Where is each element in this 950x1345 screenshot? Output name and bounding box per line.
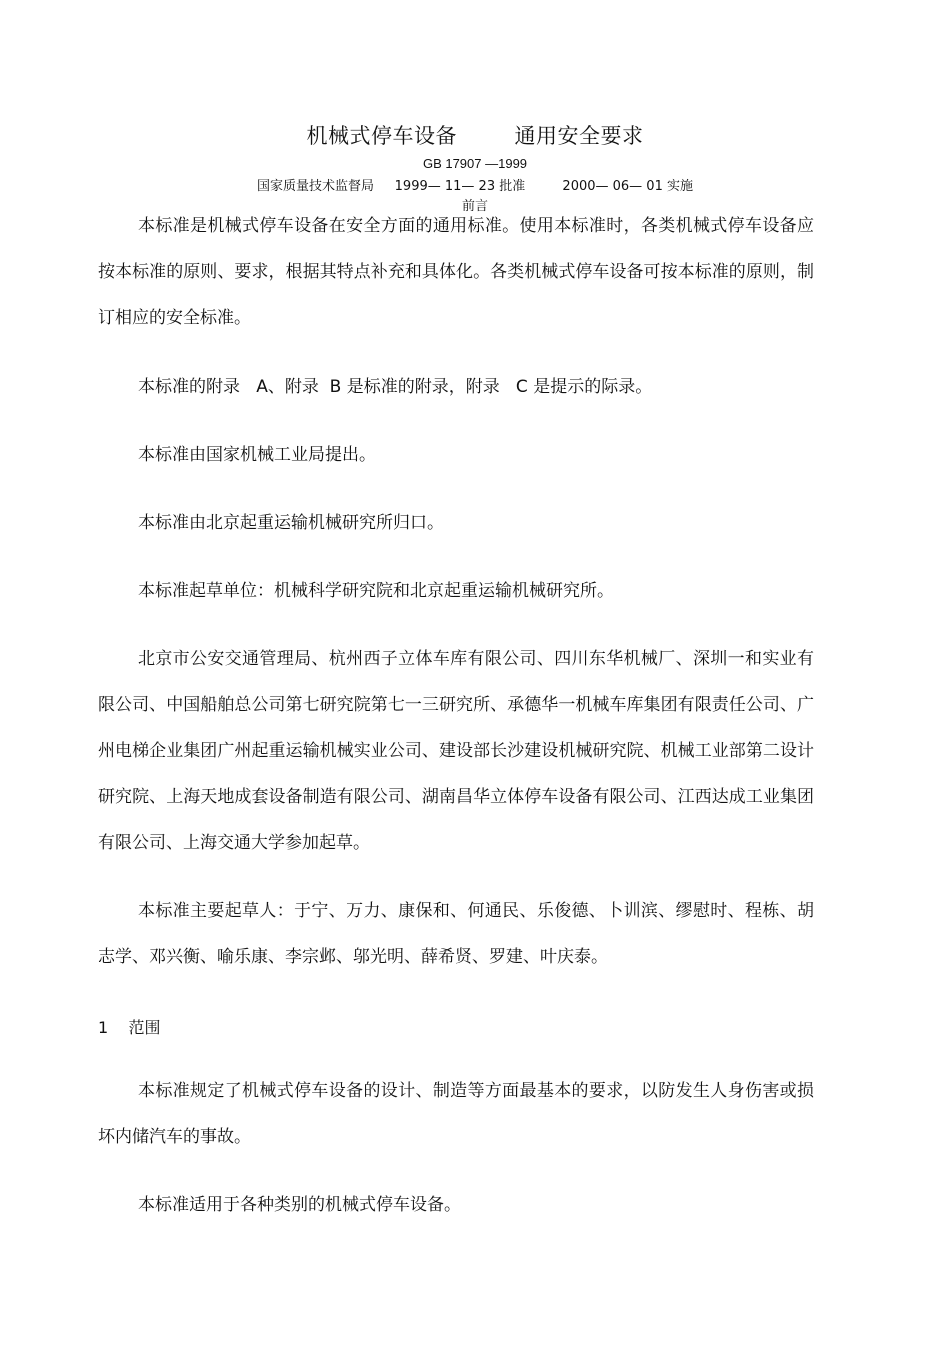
paragraph-section1-scope: 本标准规定了机械式停车设备的设计、制造等方面最基本的要求，以防发生人身伤害或损坏内储汽车的事故。 bbox=[98, 1081, 814, 1147]
paragraph-main-drafters: 本标准主要起草人：于宁、万力、康保和、何通民、乐俊德、卜训滨、缪慰时、程栋、胡志学、邓兴衡、喻乐康、李宗邺、邬光明、薛希贤、罗建、叶庆泰。 bbox=[98, 901, 814, 967]
paragraph-centralized-by: 本标准由北京起重运输机械研究所归口。 bbox=[138, 513, 444, 533]
document-title: 机械式停车设备 通用安全要求 bbox=[306, 124, 644, 148]
paragraph-appendices: 本标准的附录 A、附录 B 是标准的附录，附录 C 是提示的际录。 bbox=[138, 377, 653, 397]
section-heading-scope: 1 范围 bbox=[98, 1018, 161, 1037]
paragraph-proposed-by: 本标准由国家机械工业局提出。 bbox=[138, 445, 376, 465]
standard-number: GB 17907 —1999 bbox=[422, 156, 528, 171]
issue-approval-line: 国家质量技术监督局 1999— 11— 23 批准 2000— 06— 01 实施 bbox=[257, 179, 693, 194]
paragraph-participating-units: 北京市公安交通管理局、杭州西子立体车库有限公司、四川东华机械厂、深圳一和实业有限公司、中国船舶总公司第七研究院第七一三研究所、承德华一机械车库集团有限责任公司、广州电梯企业集团广州起重运输机械实业公司、建设部长沙建设机械研究院、机械工业部第二设计研究院、上海天地成套设备制造有限公司、湖南昌华立体停车设备有限公司、江西达成工业集团有限公司、上海交通大学参加起草。 bbox=[98, 649, 814, 853]
paragraph-section1-applicability: 本标准适用于各种类别的机械式停车设备。 bbox=[138, 1195, 461, 1215]
paragraph-scope-of-standard: 本标准是机械式停车设备在安全方面的通用标准。使用本标准时，各类机械式停车设备应按本标准的原则、要求，根据其特点补充和具体化。各类机械式停车设备可按本标准的原则，制订相应的安全标准。 bbox=[98, 216, 814, 328]
foreword-heading: 前言 bbox=[461, 199, 488, 214]
paragraph-drafting-units: 本标准起草单位：机械科学研究院和北京起重运输机械研究所。 bbox=[138, 581, 614, 601]
